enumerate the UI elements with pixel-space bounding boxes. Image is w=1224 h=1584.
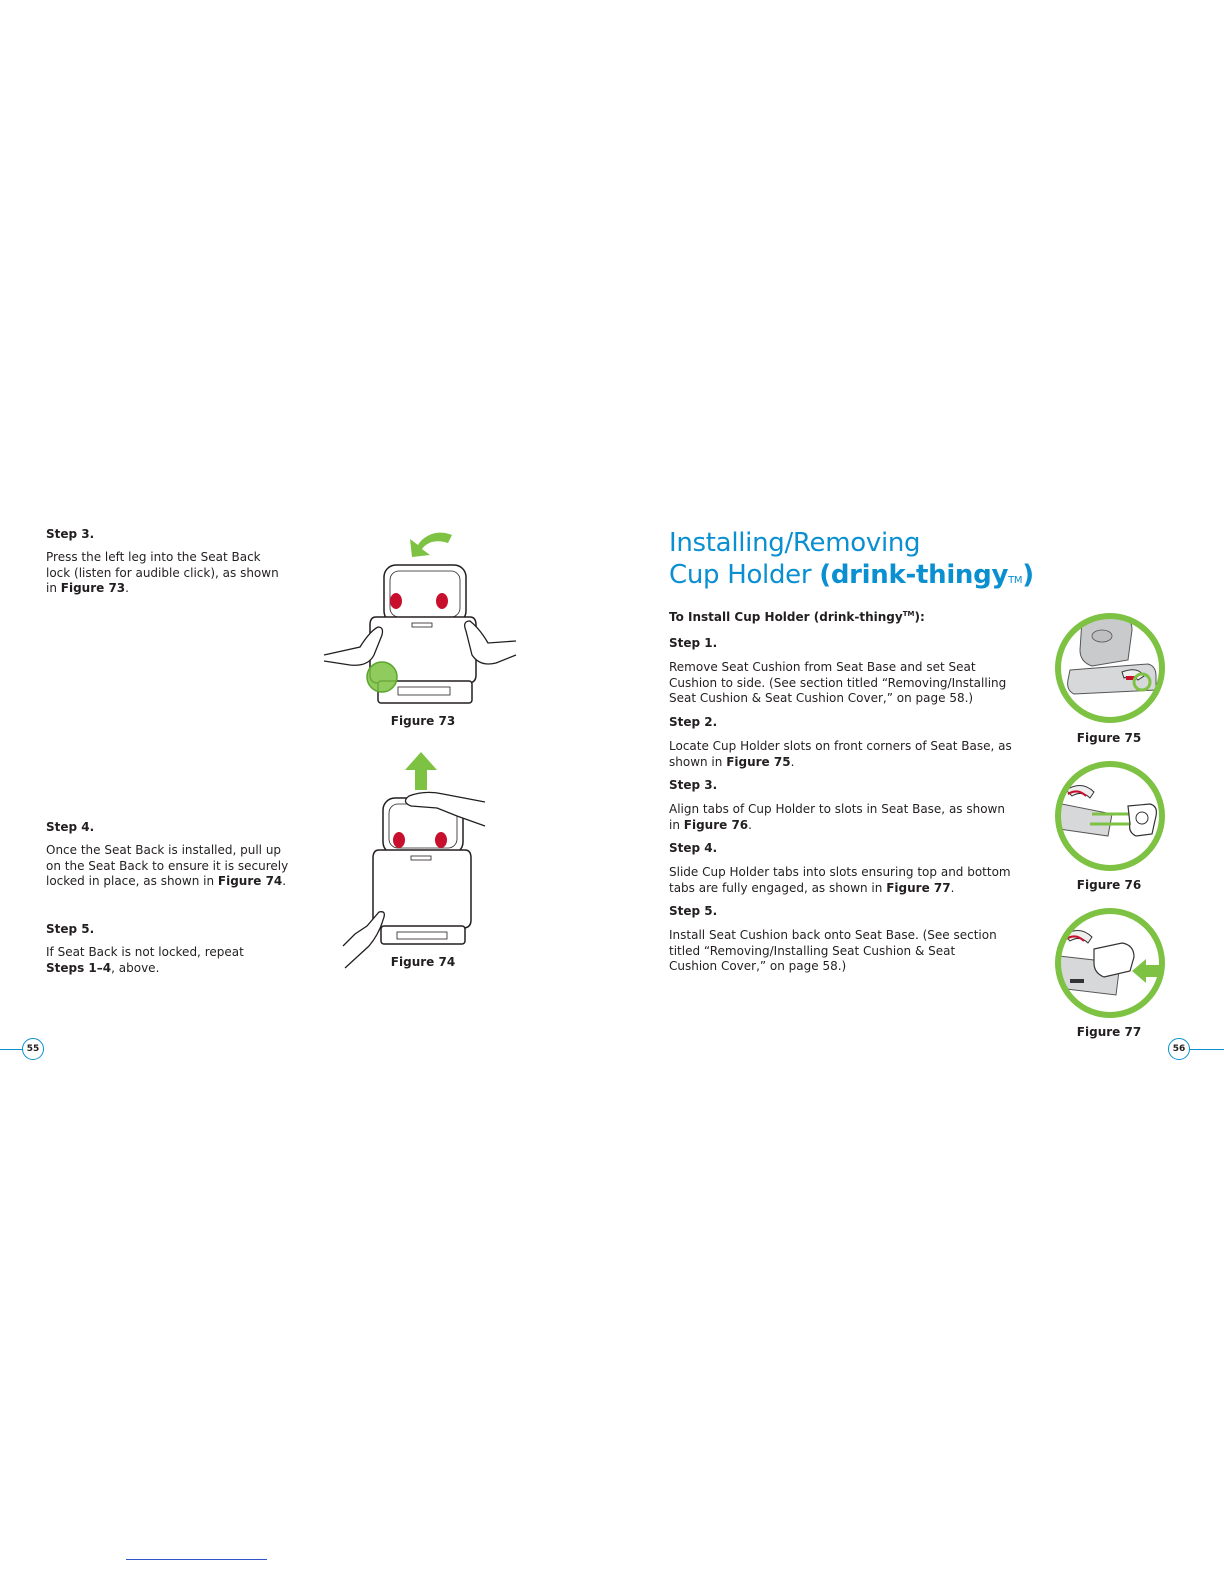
figure77-caption: Figure 77 (1076, 1025, 1142, 1039)
step5-heading: Step 5. (46, 922, 95, 936)
figure74-illustration (325, 750, 505, 972)
figure75-illustration (1052, 610, 1168, 726)
green-up-arrow-icon (405, 752, 437, 790)
lock-left (390, 593, 402, 609)
step4-text: Once the Seat Back is installed, pull up on the Seat Back to ensure it is securely locked in place, as shown in Figure 74. (46, 843, 289, 888)
figure73-illustration (320, 525, 520, 710)
figure76-illustration (1052, 758, 1168, 874)
section-title (669, 527, 1034, 591)
figure74-caption: Figure 74 (390, 955, 456, 969)
step1-heading: Step 1. (669, 636, 718, 650)
step3-text: Align tabs of Cup Holder to slots in Seat Base, as shown in Figure 76. (669, 802, 1005, 832)
lock-left (393, 832, 405, 848)
bottom-rule (126, 1559, 267, 1560)
title-line-1: Installing/Removing (669, 528, 921, 558)
step4-heading: Step 4. (669, 841, 718, 855)
figure-ref: Figure 76 (683, 817, 749, 832)
figure-ref: Figure 74 (217, 874, 283, 888)
step5-text: If Seat Back is not locked, repeat Steps 1–4, above. (46, 945, 244, 975)
seat-base (381, 926, 465, 944)
figure-ref: Figure 73 (60, 581, 126, 595)
step2-text: Locate Cup Holder slots on front corners of Seat Base, as shown in Figure 75. (669, 739, 1012, 769)
figure-ref: Figure 75 (726, 754, 791, 769)
figure-ref: Figure 77 (886, 880, 951, 895)
lock-right (435, 832, 447, 848)
trademark: TM (1008, 575, 1023, 586)
step3-heading: Step 3. (46, 527, 95, 541)
step4-heading: Step 4. (46, 820, 95, 834)
step3-heading: Step 3. (669, 778, 718, 792)
figure76-caption: Figure 76 (1076, 878, 1142, 892)
step5-heading: Step 5. (669, 904, 718, 918)
step1-text: Remove Seat Cushion from Seat Base and set Seat Cushion to side. (See section titled “Removing/Installing Seat Cushion & Seat Cushion Cover,” on page 58.) (669, 660, 1007, 705)
step2-heading: Step 2. (669, 715, 718, 729)
trademark: TM (902, 610, 915, 618)
step5-text: Install Seat Cushion back onto Seat Base. (See section titled “Removing/Installing Seat Cushion & Seat Cushion Cover,” on page 58.) (669, 928, 997, 973)
figure77-illustration (1050, 905, 1168, 1023)
page-number-55: 55 (22, 1038, 44, 1060)
brand-name: drink-thingy (819, 610, 903, 624)
page-number-line (0, 1049, 24, 1050)
page-number-line (1190, 1049, 1224, 1050)
step4-text: Slide Cup Holder tabs into slots ensuring top and bottom tabs are fully engaged, as shown in Figure 77. (669, 865, 1011, 895)
figure73-caption: Figure 73 (390, 714, 456, 728)
step3-text: Press the left leg into the Seat Back lock (listen for audible click), as shown in Figure 73. (46, 550, 279, 595)
seat-body (373, 850, 471, 928)
install-subheading: To Install Cup Holder (drink-thingy™): (669, 610, 925, 624)
figure75-caption: Figure 75 (1076, 731, 1142, 745)
brand-name: drink-thingy (830, 560, 1009, 590)
green-curved-arrow-icon (410, 533, 452, 557)
page-number-56: 56 (1168, 1038, 1190, 1060)
title-line-2: Cup Holder (drink-thingy™) (669, 560, 1034, 590)
steps-ref: Steps 1–4 (46, 960, 112, 975)
lock-right (436, 593, 448, 609)
